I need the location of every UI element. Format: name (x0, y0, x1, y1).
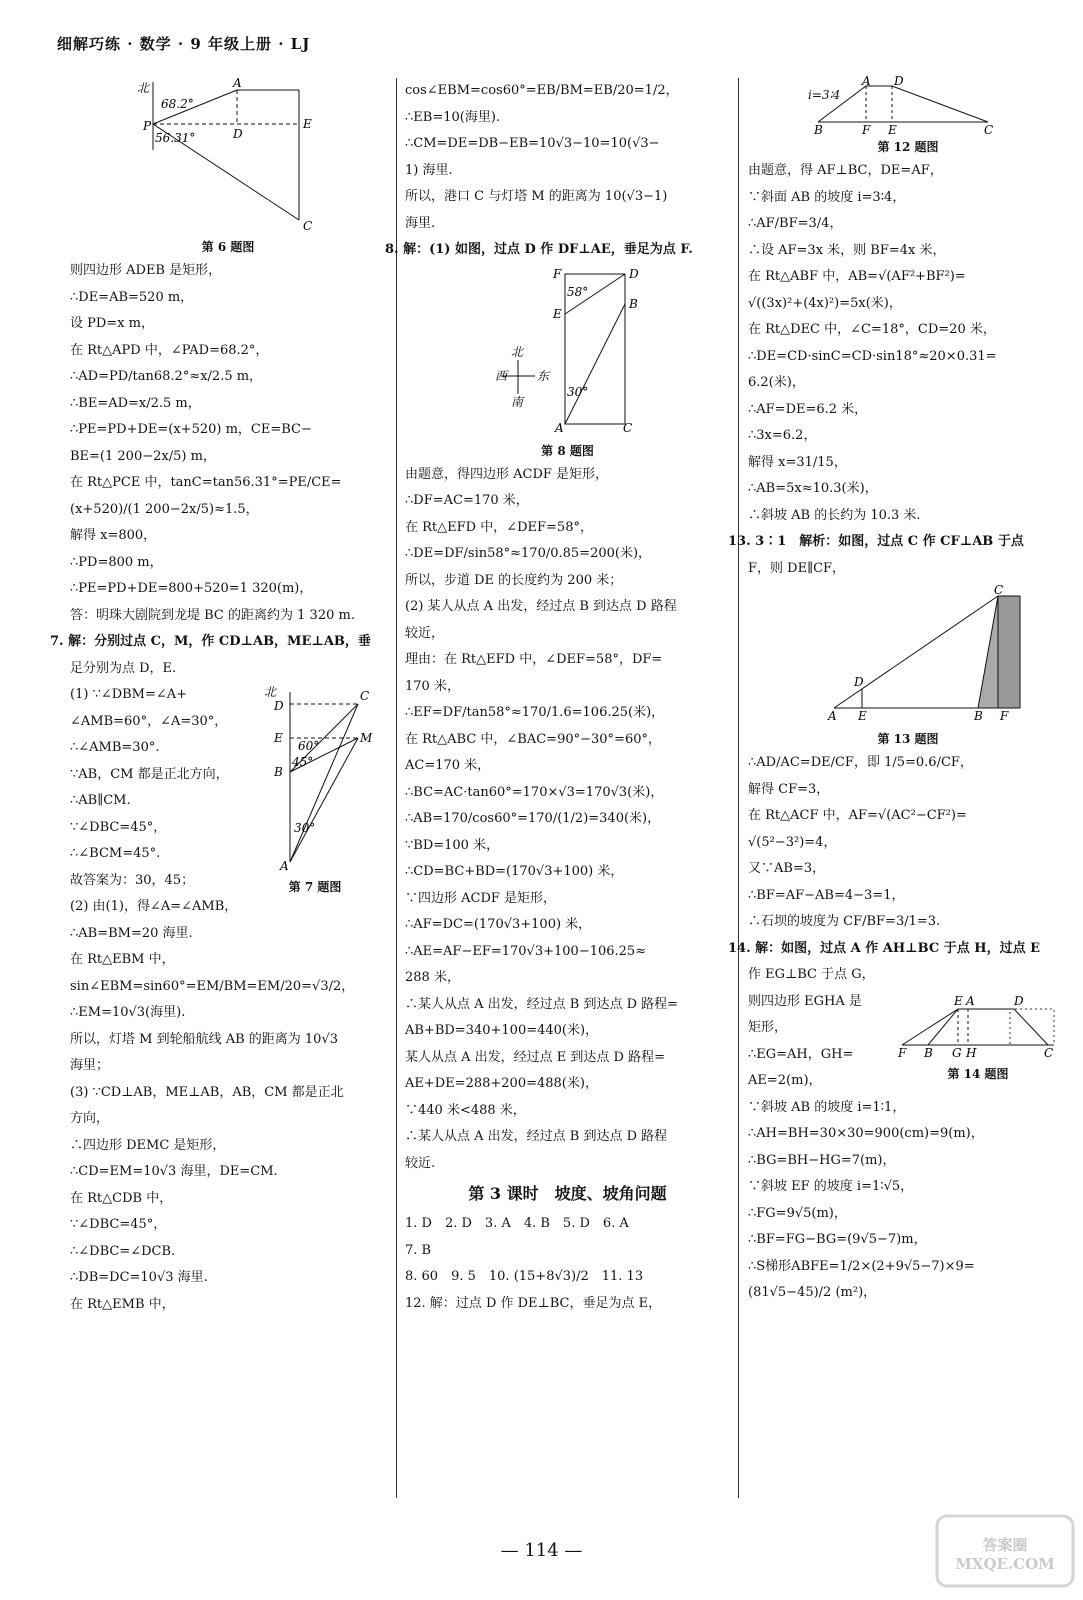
svg-text:68.2°: 68.2° (161, 97, 194, 111)
text-line: ∴BF=FG−BG=(9√5−7)m， (748, 1232, 927, 1247)
text-line: ∴AB=5x≈10.3(米)， (748, 481, 878, 496)
text-line: ∴∠DBC=∠DCB. (70, 1243, 176, 1259)
svg-text:30°: 30° (567, 384, 589, 399)
text-line: ∴AB=BM=20 海里. (70, 925, 193, 941)
figure-6-diagram (125, 76, 345, 233)
figure-13-caption: 第 13 题图 (877, 732, 939, 746)
text-line: ∠AMB=60°，∠A=30°， (70, 713, 228, 729)
text-line: (x+520)/(1 200−2x/5)≈1.5， (70, 501, 259, 517)
svg-text:E: E (858, 709, 867, 723)
text-line: 6.2(米)， (748, 375, 805, 390)
text-line: ∵斜面 AB 的坡度 i=3∶4， (748, 189, 906, 205)
text-line: AC=170 米， (405, 758, 491, 773)
svg-text:58°: 58° (567, 284, 589, 299)
svg-text:E: E (888, 123, 897, 137)
text-line: ∵∠DBC=45°， (70, 1217, 167, 1232)
svg-text:北: 北 (264, 685, 277, 699)
text-line: 解得 x=800， (70, 528, 157, 543)
text-line: 海里. (405, 215, 436, 231)
svg-text:F: F (862, 123, 871, 137)
text-line: ∴某人从点 A 出发，经过点 B 到达点 D 路程 (405, 1129, 668, 1144)
text-line: ∴斜坡 AB 的长约为 10.3 米. (748, 507, 921, 523)
text-line: 足分别为点 D，E. (70, 660, 177, 676)
text-line: 故答案为：30，45； (70, 872, 195, 888)
text-line: ∵四边形 ACDF 是矩形， (405, 890, 557, 906)
text-line: ∴石坝的坡度为 CF/BF=3/1=3. (748, 914, 941, 929)
text-line: ∴EG=AH，GH= (748, 1046, 854, 1062)
figure-14-diagram (898, 989, 1058, 1059)
text-line: (2) 某人从点 A 出发，经过点 B 到达点 D 路程 (405, 599, 677, 614)
text-line: ∴PD=800 m， (70, 554, 163, 570)
svg-text:北: 北 (511, 344, 524, 359)
text-line: ∴AH=BH=30×30=900(cm)=9(m)， (748, 1126, 984, 1141)
text-line: ∴设 AF=3x 米，则 BF=4x 米， (748, 242, 946, 258)
text-line: ∴AF=DE=6.2 米， (748, 401, 868, 417)
svg-text:45°: 45° (292, 755, 314, 769)
text-line: (2) 由(1)，得∠A=∠AMB， (70, 899, 238, 914)
text-line: ∵斜坡 AB 的坡度 i=1∶1， (748, 1099, 906, 1115)
text-line: ∴AF=DC=(170√3+100) 米， (405, 917, 592, 932)
text-line: 较近， (405, 625, 445, 641)
text-line: 在 Rt△APD 中，∠PAD=68.2°， (70, 342, 269, 358)
figure-12 (808, 74, 998, 137)
text-line: √(5²−3²)=4， (748, 834, 837, 850)
text-line: 在 Rt△DEC 中，∠C=18°，CD=20 米， (748, 322, 996, 337)
text-line: 288 米， (405, 970, 460, 985)
text-line: ∴BG=BH−HG=7(m)， (748, 1152, 896, 1168)
text-line: ∴FG=9√5(m)， (748, 1205, 847, 1221)
text-line: ∴EF=DF/tan58°≈170/1.6=106.25(米)， (405, 705, 665, 720)
watermark-text: 答案圈 MXQE.COM (955, 1536, 1055, 1573)
column-divider (396, 78, 397, 1498)
svg-text:A: A (280, 859, 289, 873)
svg-text:D: D (233, 127, 243, 141)
text-line: 由题意，得四边形 ACDF 是矩形， (405, 466, 609, 482)
figure-12-slope-label: i=3∶4 (808, 88, 841, 102)
text-line: ∴AB∥CM. (70, 793, 131, 808)
column-divider (738, 78, 739, 1498)
problem-7-block (70, 682, 386, 1318)
text-line: ∴BE=AD=x/2.5 m， (70, 395, 201, 411)
text-line: 在 Rt△EMB 中， (70, 1296, 175, 1312)
svg-text:南: 南 (511, 394, 524, 409)
text-line: 在 Rt△EBM 中， (70, 952, 175, 967)
text-line: ∴∠BCM=45°. (70, 846, 161, 861)
svg-text:西: 西 (495, 368, 508, 383)
svg-text:D: D (274, 699, 284, 713)
svg-text:D: D (1014, 993, 1024, 1008)
svg-text:30°: 30° (294, 821, 316, 835)
figure-7-caption: 第 7 题图 (288, 880, 342, 894)
text-line: ∴DE=AB=520 m， (70, 289, 194, 305)
text-line: ∴DF=AC=170 米， (405, 493, 529, 508)
text-line: ∵BD=100 米， (405, 837, 500, 853)
text-line: 设 PD=x m， (70, 316, 154, 331)
text-line: ∴AD/AC=DE/CF，即 1/5=0.6/CF， (748, 755, 973, 770)
answer-line: 8. 60 9. 5 10. (15+8√3)/2 11. 13 (405, 1269, 644, 1284)
text-line: ∴S梯形ABFE=1/2×(2+9√5−7)×9= (748, 1258, 975, 1274)
text-line: ∴EM=10√3(海里). (70, 1005, 186, 1020)
svg-text:D: D (854, 675, 864, 689)
text-line: ∴AE=AF−EF=170√3+100−106.25≈ (405, 943, 647, 959)
problem-8-heading: 8. 解：(1) 如图，过点 D 作 DF⊥AE，垂足为点 F. (385, 242, 693, 257)
text-line: ∴AD=PD/tan68.2°≈x/2.5 m， (70, 369, 263, 384)
problem-14-heading: 14. 解：如图，过点 A 作 AH⊥BC 于点 H，过点 E (728, 940, 1041, 956)
text-line: AE+DE=288+200=488(米)， (405, 1076, 598, 1091)
svg-text:A: A (862, 74, 871, 88)
text-line: 则四边形 EGHA 是 (748, 993, 862, 1009)
watermark-logo (935, 1510, 1075, 1590)
figure-14 (898, 989, 1058, 1085)
text-line: ∴CD=BC+BD=(170√3+100) 米， (405, 864, 624, 879)
svg-text:C: C (303, 219, 313, 233)
text-line: ∴AB=170/cos60°=170/(1/2)=340(米)， (405, 811, 661, 826)
text-line: 在 Rt△ABC 中，∠BAC=90°−30°=60°， (405, 731, 661, 747)
text-line: ∴DE=CD·sinC=CD·sin18°≈20×0.31= (748, 348, 997, 364)
figure-12-caption: 第 12 题图 (877, 140, 939, 154)
figure-7-diagram (260, 682, 373, 873)
text-line: ∴AF/BF=3/4， (748, 216, 843, 231)
answer-line: 1. D 2. D 3. A 4. B 5. D 6. A (405, 1216, 629, 1231)
text-line: 170 米， (405, 678, 460, 694)
text-line: ∵440 米<488 米， (405, 1102, 526, 1118)
svg-text:B: B (814, 123, 823, 137)
text-line: 在 Rt△ABF 中，AB=√(AF²+BF²)= (748, 269, 966, 284)
text-line: F，则 DE∥CF， (748, 560, 846, 576)
column-3 (728, 74, 1068, 1307)
text-line: 在 Rt△PCE 中，tanC=tan56.31°=PE/CE= (70, 475, 342, 490)
svg-text:60°: 60° (298, 739, 320, 753)
col1-text-a (50, 258, 386, 682)
svg-text:H: H (966, 1045, 977, 1060)
text-line: ∴3x=6.2， (748, 428, 817, 443)
column-1 (50, 76, 386, 1318)
svg-text:A: A (233, 76, 242, 90)
text-line: ∴CD=EM=10√3 海里，DE=CM. (70, 1164, 278, 1179)
text-line: ∵∠DBC=45°， (70, 819, 167, 835)
svg-text:A: A (828, 709, 837, 723)
problem-13-heading: 13. 3∶1 解析：如图，过点 C 作 CF⊥AB 于点 (728, 534, 1024, 549)
text-line: 在 Rt△ACF 中，AF=√(AC²−CF²)= (748, 808, 967, 823)
svg-text:A: A (966, 993, 975, 1008)
text-line: 所以，港口 C 与灯塔 M 的距离为 10(√3−1) (405, 189, 668, 204)
text-line: 理由：在 Rt△EFD 中，∠DEF=58°，DF= (405, 652, 663, 667)
text-line: sin∠EBM=sin60°=EM/BM=EM/20=√3/2， (70, 978, 355, 994)
figure-7 (260, 682, 373, 898)
text-line: 解得 x=31/15， (748, 454, 847, 470)
figure-8-caption: 第 8 题图 (541, 443, 594, 458)
svg-text:B: B (924, 1045, 933, 1060)
figure-8-diagram (495, 266, 695, 436)
svg-text:北: 北 (137, 81, 150, 95)
svg-text:M: M (360, 731, 373, 745)
figure-6-caption: 第 6 题图 (201, 240, 255, 254)
svg-text:B: B (274, 765, 283, 779)
svg-text:B: B (974, 709, 983, 723)
text-line: ∵斜坡 EF 的坡度 i=1∶√5， (748, 1179, 914, 1194)
figure-14-caption: 第 14 题图 (947, 1066, 1009, 1081)
figure-13-diagram (828, 584, 1028, 724)
text-line: ∴∠AMB=30°. (70, 740, 160, 755)
text-line: ∴CM=DE=DB−EB=10√3−10=10(√3− (405, 136, 660, 151)
text-line: 矩形， (748, 1020, 788, 1035)
svg-text:F: F (553, 266, 562, 281)
svg-text:E: E (553, 306, 562, 321)
text-line: (1) ∵∠DBM=∠A+ (70, 687, 188, 702)
page-number: — 114 — (500, 1540, 583, 1561)
svg-text:56.31°: 56.31° (155, 131, 196, 145)
figure-12-diagram (808, 74, 998, 137)
text-line: ∴BC=AC·tan60°=170×√3=170√3(米)， (405, 784, 664, 800)
text-line: 作 EG⊥BC 于点 G， (748, 967, 875, 982)
svg-text:E: E (954, 993, 963, 1008)
text-line: ∴某人从点 A 出发，经过点 B 到达点 D 路程= (405, 996, 679, 1012)
svg-text:E: E (274, 731, 283, 745)
svg-text:D: D (894, 74, 904, 88)
text-line: 又∵AB=3， (748, 861, 826, 876)
text-line: ∴四边形 DEMC 是矩形， (70, 1137, 226, 1153)
svg-text:E: E (303, 117, 312, 131)
text-line: ∴BF=AF−AB=4−3=1， (748, 887, 905, 903)
svg-text:C: C (984, 123, 994, 137)
text-line: √((3x)²+(4x)²)=5x(米)， (748, 295, 902, 311)
text-line: ∴DB=DC=10√3 海里. (70, 1270, 208, 1285)
text-line: 较近. (405, 1155, 436, 1171)
text-line: BE=(1 200−2x/5) m， (70, 448, 216, 464)
text-line: ∴DE=DF/sin58°≈170/0.85=200(米)， (405, 546, 652, 561)
text-line: 答：明珠大剧院到龙堤 BC 的距离约为 1 320 m. (70, 607, 355, 623)
svg-text:C: C (360, 689, 370, 703)
text-line: 1) 海里. (405, 162, 453, 178)
text-line: ∴PE=PD+DE=800+520=1 320(m)， (70, 581, 313, 596)
text-line: cos∠EBM=cos60°=EB/BM=EB/20=1/2， (405, 83, 679, 98)
problem-14-block (748, 989, 1068, 1307)
answer-line: 12. 解：过点 D 作 DE⊥BC，垂足为点 E， (405, 1295, 662, 1311)
column-2 (385, 78, 730, 1317)
text-line: 由题意，得 AF⊥BC，DE=AF， (748, 163, 943, 178)
svg-text:G: G (952, 1045, 962, 1060)
text-line: AB+BD=340+100=440(米)， (405, 1023, 599, 1038)
text-line: 在 Rt△CDB 中， (70, 1190, 173, 1206)
svg-text:F: F (898, 1045, 907, 1060)
svg-text:A: A (555, 420, 564, 435)
text-line: AE=2(m)， (748, 1073, 822, 1088)
text-line: 海里； (70, 1058, 110, 1073)
svg-text:东: 东 (537, 368, 550, 383)
text-line: (81√5−45)/2 (m²)， (748, 1285, 877, 1300)
svg-text:D: D (629, 266, 639, 281)
svg-text:C: C (623, 420, 633, 435)
text-line: ∵AB，CM 都是正北方向， (70, 766, 229, 782)
svg-text:C: C (1044, 1045, 1054, 1060)
page-header: 细解巧练 · 数学 · 9 年级上册 · LJ (57, 35, 311, 53)
text-line: ∴PE=PD+DE=(x+520) m，CE=BC− (70, 422, 312, 437)
text-line: ∴EB=10(海里). (405, 109, 501, 125)
text-line: 则四边形 ADEB 是矩形， (70, 263, 222, 278)
text-line: 所以，步道 DE 的长度约为 200 米； (405, 572, 623, 588)
svg-text:B: B (629, 296, 638, 311)
text-line: 解得 CF=3， (748, 781, 830, 797)
section-title: 第 3 课时 坡度、坡角问题 (468, 1184, 667, 1203)
svg-text:F: F (1000, 709, 1009, 723)
text-line: 所以，灯塔 M 到轮船航线 AB 的距离为 10√3 (70, 1031, 339, 1047)
text-line: 在 Rt△EFD 中，∠DEF=58°， (405, 519, 593, 535)
text-line: (3) ∵CD⊥AB，ME⊥AB，AB，CM 都是正北 (70, 1084, 344, 1100)
svg-text:C: C (994, 583, 1004, 597)
svg-text:P: P (143, 119, 152, 133)
text-line: 方向， (70, 1111, 110, 1126)
problem-7-heading: 7. 解：分别过点 C，M，作 CD⊥AB，ME⊥AB，垂 (50, 634, 371, 649)
text-line: 某人从点 A 出发，经过点 E 到达点 D 路程= (405, 1049, 665, 1065)
answer-line: 7. B (405, 1242, 432, 1258)
